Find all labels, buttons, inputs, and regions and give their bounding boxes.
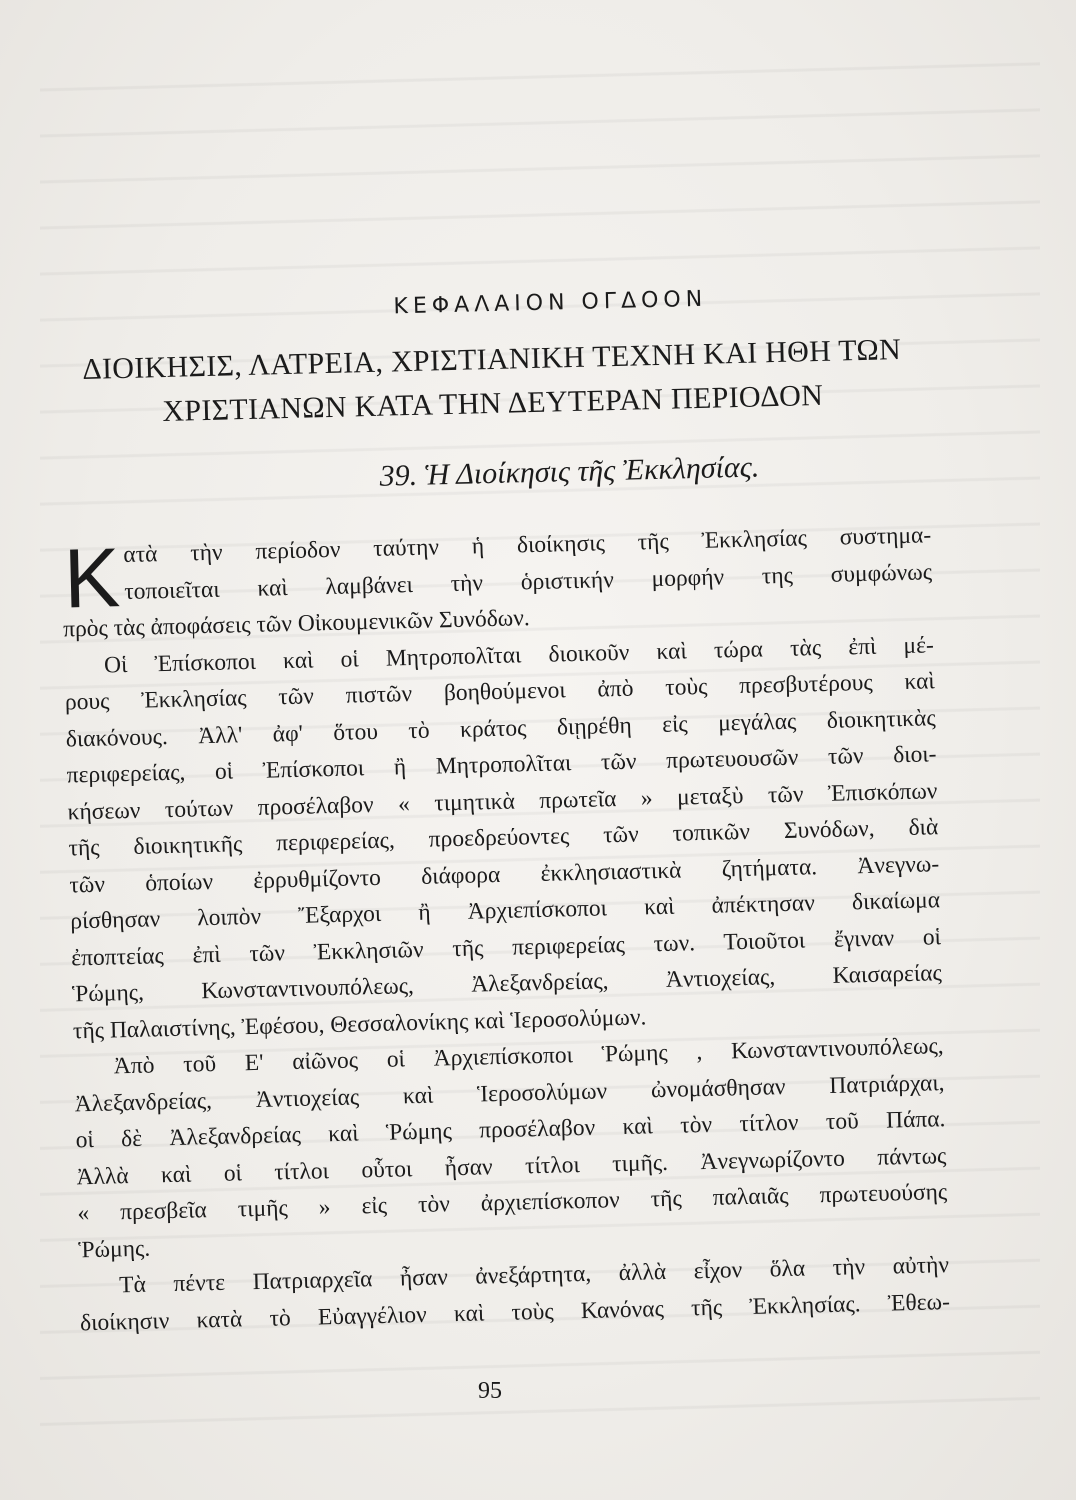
chapter-title [56,327,928,436]
text-line: κήσεων τούτων προσέλαβον « τιμητικὰ πρωτεῖα » μεταξὺ τῶν Ἐπισκόπων [67,777,938,825]
chapter-title-line-1: ΔΙΟΙΚΗΣΙΣ, ΛΑΤΡΕΙΑ, ΧΡΙΣΤΙΑΝΙΚΗ ΤΕΧΝΗ ΚΑΙ ΗΘΗ ΤΩΝ [82,332,902,386]
drop-cap: Κ [62,530,122,626]
text-line: περιφερείας, οἱ Ἐπίσκοποι ἢ Μητροπολῖται τῶν πρωτευουσῶν τῶν διοι- [66,741,937,789]
text-line: ατὰ τὴν περίοδον ταύτην ἡ διοίκησις τῆς Ἐκκλησίας συστημα- [123,522,932,569]
body-text [61,517,950,1341]
paragraph-1 [61,517,933,648]
text-line: Ἀλλὰ καὶ οἱ τίτλοι οὗτοι ἦσαν τίτλοι τιμῆς. Ἀνεγνωρίζοντο πάντως [76,1142,947,1190]
text-line: οἱ δὲ Ἀλεξανδρείας καὶ Ῥώμης προσέλαβον καὶ τὸν τίτλον τοῦ Πάπα. [75,1106,946,1154]
text-line: Ἀπὸ τοῦ Ε' αἰῶνος οἱ Ἀρχιεπίσκοποι Ῥώμης , Κωνσταντινουπόλεως, [113,1033,944,1080]
text-line: « πρεσβεῖα τιμῆς » εἰς τὸν ἀρχιεπίσκοπον τῆς παλαιᾶς πρωτευούσης [77,1179,948,1227]
text-line: Ῥώμης. [78,1235,151,1263]
text-line: ρους Ἐκκλησίας τῶν πιστῶν βοηθούμενοι ἀπὸ τοὺς πρεσβυτέρους καὶ [64,668,936,716]
text-line: Ἀλεξανδρείας, Ἀντιοχείας καὶ Ἱεροσολύμων ὠνομάσθησαν Πατριάρχαι, [74,1069,945,1117]
chapter-title-line-2: ΧΡΙΣΤΙΑΝΩΝ ΚΑΤΑ ΤΗΝ ΔΕΥΤΕΡΑΝ ΠΕΡΙΟΔΟΝ [162,378,824,429]
paragraph-3 [73,1028,948,1268]
text-line: ἐποπτείας ἐπὶ τῶν Ἐκκλησιῶν τῆς περιφερείας των. Τοιοῦτοι ἔγιναν οἱ [70,923,942,971]
text-line: τῶν ὁποίων ἐρρυθμίζοντο διάφορα ἐκκλησιαστικὰ ζητήματα. Ἀνεγνω- [69,850,940,898]
section-title: 39. Ἡ Διοίκησις τῆς Ἐκκλησίας. [379,450,760,493]
text-line: τοποιεῖται καὶ λαμβάνει τὴν ὁριστικήν μορφήν της συμφώνως [123,558,933,605]
text-line: διακόνους. Ἀλλ' ἀφ' ὅτου τὸ κράτος διῃρέθη εἰς μεγάλας διοικητικὰς [65,704,936,752]
text-line: τῆς διοικητικῆς περιφερείας, προεδρεύοντες τῶν τοπικῶν Συνόδων, διὰ [68,814,939,862]
page-number: 95 [478,1378,502,1404]
text-line: διοίκησιν κατὰ τὸ Εὐαγγέλιον καὶ τοὺς Κανόνας τῆς Ἐκκλησίας. Ἐθεω- [79,1288,951,1336]
chapter-label: ΚΕΦΑΛΑΙΟΝ ΟΓΔΟΟΝ [393,286,708,320]
text-line: Ῥώμης, Κωνσταντινουπόλεως, Ἀλεξανδρείας, Ἀντιοχείας, Καισαρείας [71,960,943,1008]
text-line: Τὰ πέντε Πατριαρχεῖα ἦσαν ἀνεξάρτητα, ἀλλὰ εἶχον ὅλα τὴν αὐτὴν [118,1252,950,1299]
text-line: πρὸς τὰς ἀποφάσεις τῶν Οἰκουμενικῶν Συνόδων. [62,605,531,643]
paragraph-2 [64,627,944,1050]
page-content [55,279,950,1341]
text-line: τῆς Παλαιστίνης, Ἐφέσου, Θεσσαλονίκης καὶ Ἱεροσολύμων. [72,1003,647,1044]
text-line: Οἱ Ἐπίσκοποι καὶ οἱ Μητροπολῖται διοικοῦν καὶ τώρα τὰς ἐπὶ μέ- [103,631,935,679]
text-line: ρίσθησαν λοιπὸν Ἔξαρχοι ἢ Ἀρχιεπίσκοποι καὶ ἀπέκτησαν δικαίωμα [69,887,941,935]
